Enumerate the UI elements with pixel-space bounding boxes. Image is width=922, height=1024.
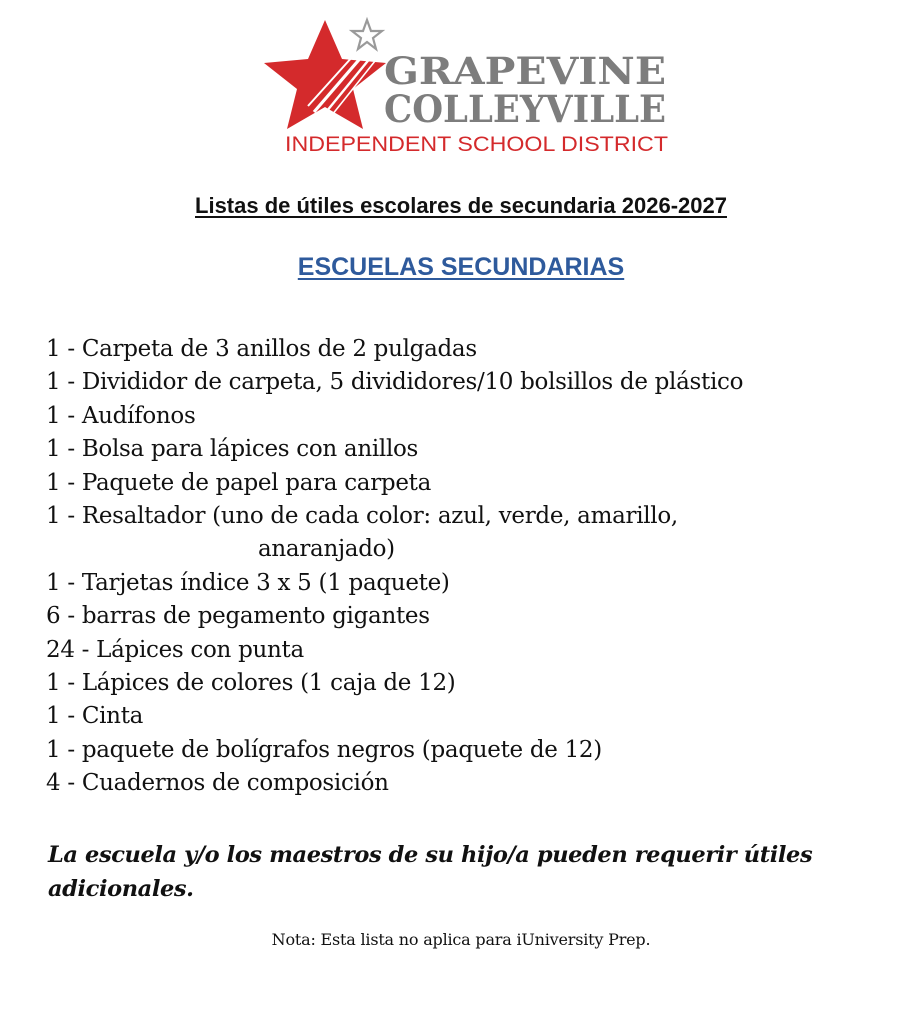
list-item: 1 - Audífonos — [46, 402, 196, 429]
logo-line-colleyville: COLLEYVILLE — [384, 87, 666, 131]
document-title-text: Listas de útiles escolares de secundaria 2026-2027 — [195, 193, 727, 218]
logo-line-district: INDEPENDENT SCHOOL DISTRICT — [285, 133, 669, 156]
list-item: 24 - Lápices con punta — [46, 636, 304, 663]
list-item: 6 - barras de pegamento gigantes — [46, 603, 430, 630]
footnote: Nota: Esta lista no aplica para iUniversity Prep. — [271, 930, 651, 949]
section-subtitle — [0, 253, 922, 282]
district-logo — [262, 16, 672, 158]
list-item: 1 - Resaltador (uno de cada color: azul, verde, amarillo, — [46, 503, 678, 530]
document-title — [0, 193, 922, 219]
supply-list — [46, 333, 743, 801]
list-item: 1 - Tarjetas índice 3 x 5 (1 paquete) — [46, 569, 450, 596]
list-item: 1 - Paquete de papel para carpeta — [46, 469, 432, 496]
list-item: 1 - paquete de bolígrafos negros (paquete de 12) — [46, 736, 602, 763]
list-item: 1 - Carpeta de 3 anillos de 2 pulgadas — [46, 336, 477, 362]
list-item: 1 - Lápices de colores (1 caja de 12) — [46, 670, 456, 697]
list-item-continuation: anaranjado) — [258, 536, 395, 563]
additional-supplies-note: La escuela y/o los maestros de su hijo/a pueden requerir útiles adicionales. — [48, 842, 813, 902]
list-item: 1 - Bolsa para lápices con anillos — [46, 436, 419, 463]
list-item: 1 - Cinta — [46, 703, 144, 730]
list-item: 4 - Cuadernos de composición — [46, 770, 389, 797]
list-item: 1 - Divididor de carpeta, 5 divididores/10 bolsillos de plástico — [46, 369, 744, 396]
logo-line-grapevine: GRAPEVINE — [384, 49, 666, 93]
section-subtitle-text: ESCUELAS SECUNDARIAS — [297, 253, 625, 281]
